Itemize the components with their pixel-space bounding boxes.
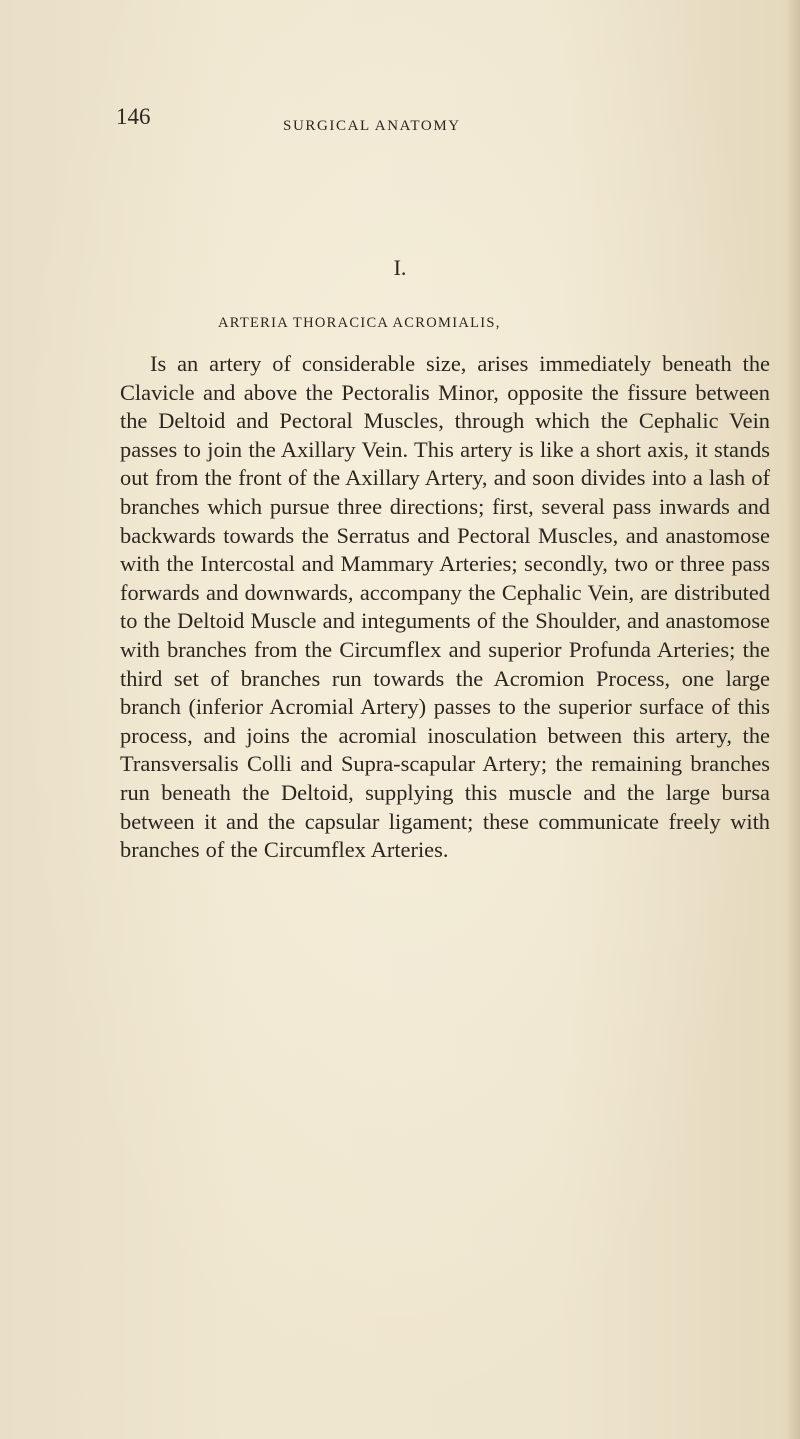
body-paragraph: Is an artery of considerable size, arises immediately beneath the Clavicle and above the Pectoralis Minor, opposite the fissure between the Deltoid and Pectoral Muscles, through which the Cephalic Vein passes to join the Axillary Vein. This artery is like a short axis, it stands out from the front of the Axillary Artery, and soon divides into a lash of branches which pursue three directions; first, several pass inwards and backwards towards the Serratus and Pectoral Muscles, and anastomose with the Intercostal and Mammary Arteries; secondly, two or three pass forwards and downwards, accompany the Cephalic Vein, are distributed to the Deltoid Muscle and integuments of the Shoulder, and anastomose with branches from the Circumflex and superior Profunda Arteries; the third set of branches run towards the Acromion Process, one large branch (inferior Acromial Artery) passes to the superior surface of this process, and joins the acromial inosculation between this artery, the Transversalis Colli and Supra-scapular Artery; the remaining branches run beneath the Deltoid, supplying this muscle and the large bursa between it and the capsular ligament; these communicate freely with branches of the Circumflex Arteries. [120,351,770,863]
page-number: 146 [116,104,151,129]
running-title: SURGICAL ANATOMY [283,118,461,134]
page-edge-shadow [786,0,800,1439]
section-title: ARTERIA THORACICA ACROMIALIS, [218,315,501,331]
section-numeral: I. [393,255,407,280]
